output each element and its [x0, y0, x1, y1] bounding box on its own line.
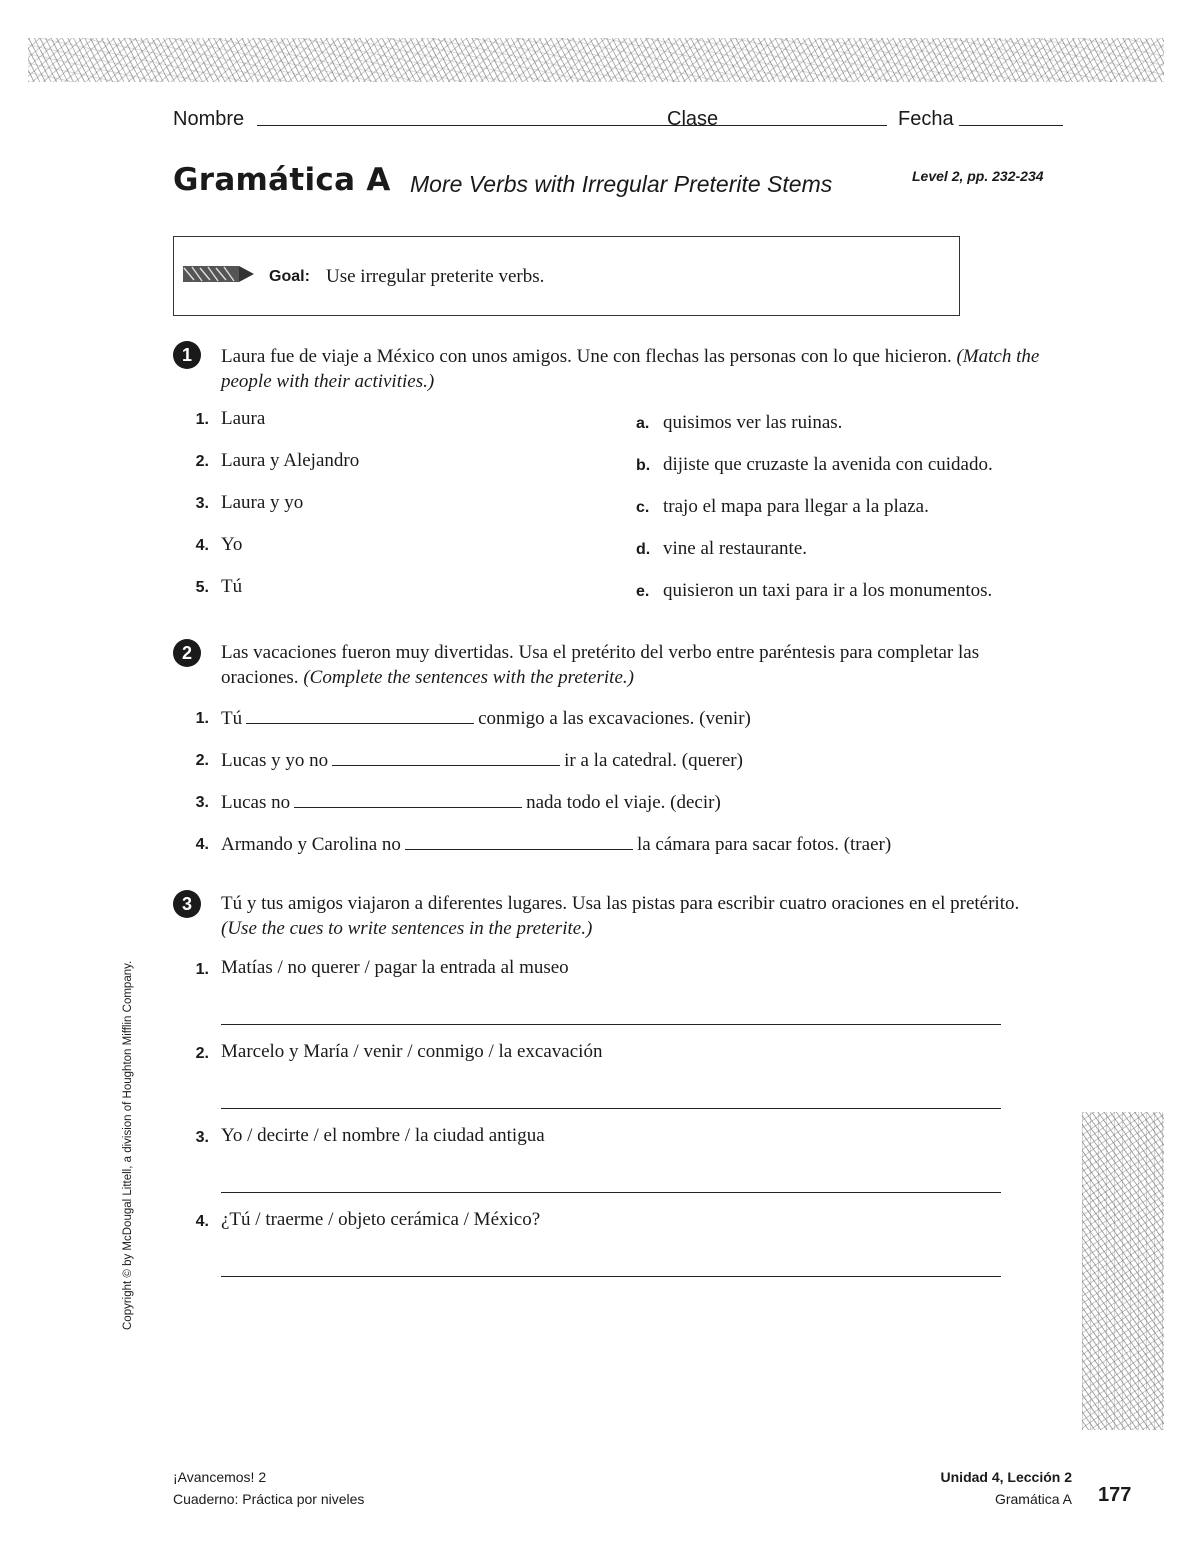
ex1-item-text: Tú	[221, 576, 243, 597]
ex3-item-number: 1.	[195, 961, 209, 978]
ex1-item-text: Laura y Alejandro	[221, 450, 360, 471]
footer-unit-info	[941, 1466, 1072, 1510]
ex2-sentence	[221, 790, 721, 814]
ex2-item-number: 4.	[195, 836, 209, 853]
student-info-row	[173, 108, 1063, 134]
ex2-sentence-end: conmigo a las excavaciones. (venir)	[478, 708, 751, 729]
ex1-item-number: 3.	[195, 495, 209, 512]
fecha-label: Fecha	[898, 108, 954, 130]
ex2-sentence	[221, 706, 751, 730]
ex1-item-number: 5.	[195, 579, 209, 596]
exercise-1-instruction-es: Laura fue de viaje a México con unos amigos. Une con flechas las personas con lo que hicieron.	[221, 346, 952, 367]
goal-label: Goal:	[269, 268, 310, 285]
ex1-item-text: Yo	[221, 534, 243, 555]
exercise-1-instruction	[221, 344, 1041, 394]
goal-box	[173, 236, 960, 316]
ex3-cue: Marcelo y María / venir / conmigo / la excavación	[221, 1041, 603, 1062]
page-subtitle: More Verbs with Irregular Preterite Stems	[410, 171, 833, 197]
ex1-item-text: Laura	[221, 408, 266, 429]
ex3-item-number: 3.	[195, 1129, 209, 1146]
ex2-item-number: 3.	[195, 794, 209, 811]
page-number: 177	[1098, 1484, 1132, 1506]
ex2-sentence-start: Tú	[221, 708, 243, 729]
ex2-answer-blank[interactable]	[294, 790, 522, 808]
ex1-option-text: trajo el mapa para llegar a la plaza.	[663, 496, 929, 517]
exercise-2-number: 2	[173, 639, 201, 667]
ex3-answer-line[interactable]	[221, 1276, 1001, 1277]
footer-workbook-title: Cuaderno: Práctica por niveles	[173, 1491, 365, 1507]
ex3-cue: ¿Tú / traerme / objeto cerámica / México?	[221, 1209, 541, 1230]
ex1-option-letter: d.	[636, 541, 651, 558]
ex2-answer-blank[interactable]	[246, 706, 474, 724]
ex3-answer-line[interactable]	[221, 1192, 1001, 1193]
copyright-notice: Copyright © by McDougal Littell, a division of Houghton Mifflin Company.	[122, 960, 134, 1330]
ex1-item-number: 4.	[195, 537, 209, 554]
ex2-answer-blank[interactable]	[405, 832, 633, 850]
ex1-option-text: dijiste que cruzaste la avenida con cuidado.	[663, 454, 993, 475]
ex2-sentence	[221, 748, 743, 772]
exercise-1-number: 1	[173, 341, 201, 369]
footer-section: Gramática A	[994, 1491, 1072, 1507]
decorative-header-texture	[28, 38, 1164, 82]
ex2-sentence-end: ir a la catedral. (querer)	[564, 750, 743, 771]
ex2-sentence-end: la cámara para sacar fotos. (traer)	[636, 834, 892, 855]
ex3-cue: Yo / decirte / el nombre / la ciudad antigua	[221, 1125, 545, 1146]
ex3-answer-line[interactable]	[221, 1108, 1001, 1109]
ex1-option-letter: a.	[636, 415, 650, 432]
exercise-3-number: 3	[173, 890, 201, 918]
ex3-item-number: 2.	[195, 1045, 209, 1062]
page-title: Gramática A	[173, 162, 391, 198]
ex2-sentence	[221, 832, 891, 856]
ex2-item-number: 1.	[195, 710, 209, 727]
goal-arrow-icon	[182, 263, 256, 285]
exercise-2-instruction-en: (Complete the sentences with the preterite.)	[303, 667, 634, 688]
ex1-option-letter: c.	[636, 499, 650, 516]
footer-unit: Unidad 4, Lección 2	[940, 1469, 1072, 1485]
exercise-3-instruction	[221, 891, 1051, 941]
clase-field[interactable]	[721, 108, 887, 126]
ex2-sentence-start: Lucas no	[221, 792, 291, 813]
exercise-3-instruction-en: (Use the cues to write sentences in the preterite.)	[221, 918, 593, 939]
exercise-2-instruction-es: Las vacaciones fueron muy divertidas. Usa el pretérito del verbo entre paréntesis para completar las oraciones.	[221, 642, 980, 688]
ex1-option-letter: b.	[636, 457, 651, 474]
ex3-answer-line[interactable]	[221, 1024, 1001, 1025]
ex1-item-number: 2.	[195, 453, 209, 470]
fecha-field[interactable]	[959, 108, 1063, 126]
decorative-side-texture	[1082, 1112, 1164, 1430]
ex2-sentence-start: Lucas y yo no	[221, 750, 329, 771]
ex2-sentence-end: nada todo el viaje. (decir)	[526, 792, 721, 813]
footer-book-info	[173, 1466, 364, 1510]
ex2-item-number: 2.	[195, 752, 209, 769]
ex1-option-text: vine al restaurante.	[663, 538, 808, 559]
level-reference: Level 2, pp. 232-234	[912, 168, 1044, 184]
nombre-label: Nombre	[173, 108, 245, 130]
exercise-3-instruction-es: Tú y tus amigos viajaron a diferentes lugares. Usa las pistas para escribir cuatro oraciones en el pretérito.	[221, 893, 1020, 914]
exercise-1-instruction-en: (Match the people with their activities.)	[221, 346, 1040, 392]
ex1-item-text: Laura y yo	[221, 492, 304, 513]
exercise-2-instruction	[221, 640, 1021, 690]
clase-label: Clase	[667, 108, 719, 130]
ex1-option-letter: e.	[636, 583, 650, 600]
footer-book-title: ¡Avancemos! 2	[173, 1469, 267, 1485]
ex1-option-text: quisimos ver las ruinas.	[663, 412, 843, 433]
ex2-sentence-start: Armando y Carolina no	[221, 834, 401, 855]
ex2-answer-blank[interactable]	[332, 748, 560, 766]
ex3-cue: Matías / no querer / pagar la entrada al museo	[221, 957, 569, 978]
ex1-option-text: quisieron un taxi para ir a los monumentos.	[663, 580, 993, 601]
ex3-item-number: 4.	[195, 1213, 209, 1230]
goal-text: Use irregular preterite verbs.	[326, 266, 545, 287]
ex1-item-number: 1.	[195, 411, 209, 428]
